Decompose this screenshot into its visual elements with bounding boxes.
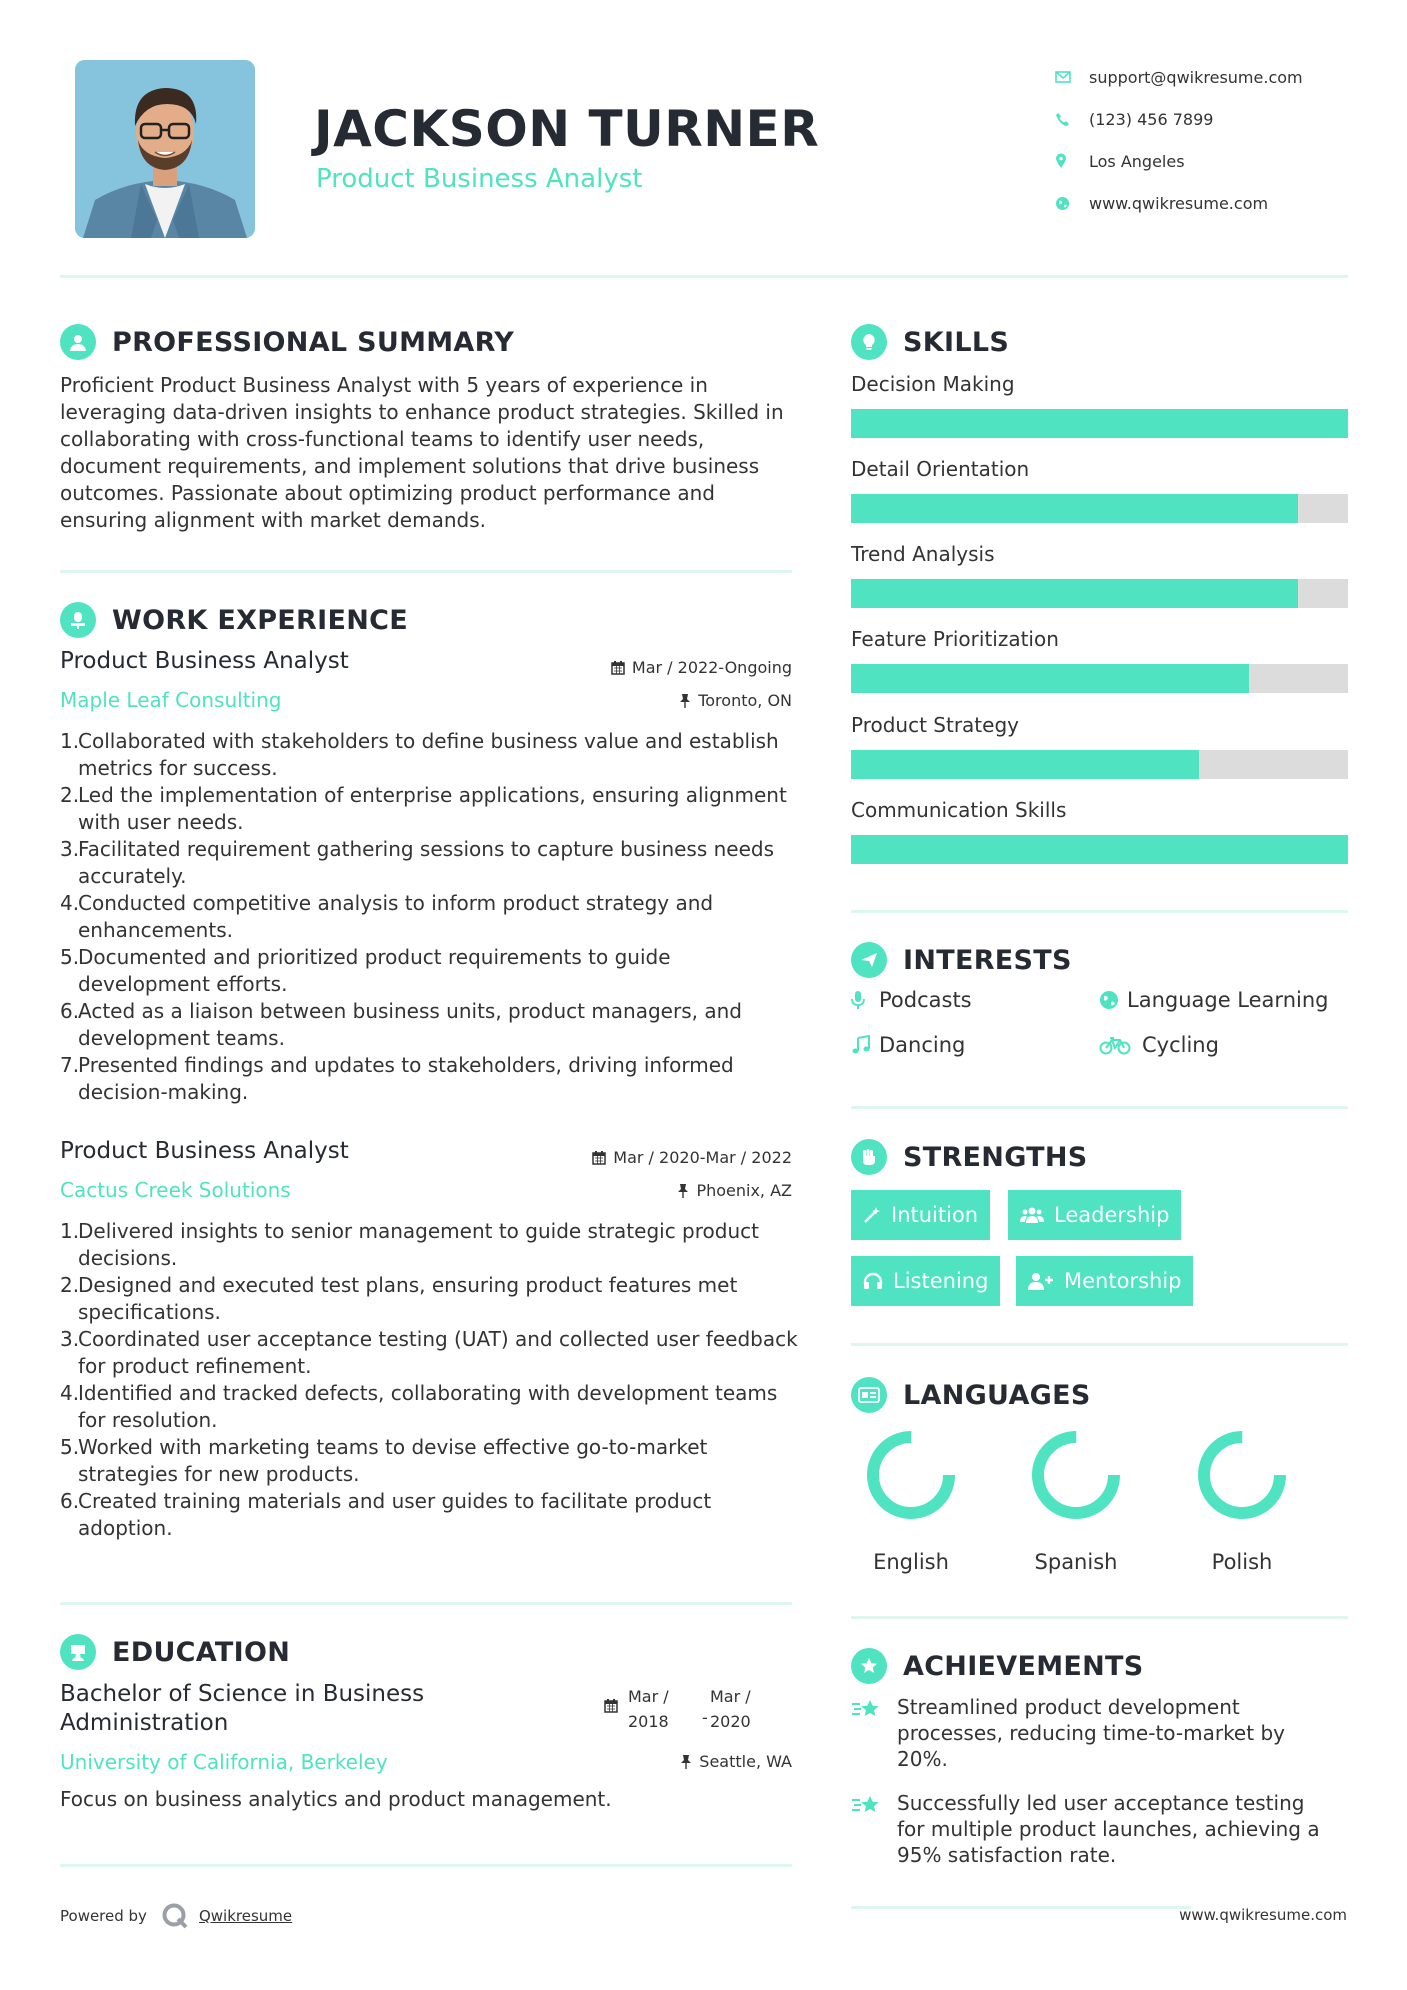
education-divider (60, 1864, 792, 1867)
footer-site[interactable]: www.qwikresume.com (1179, 1906, 1347, 1924)
candidate-name: JACKSON TURNER (314, 100, 820, 158)
job-1-location (500, 691, 792, 710)
education-end-month: Mar / (710, 1687, 751, 1706)
experience-header (60, 600, 408, 640)
skill-bar (851, 750, 1348, 779)
skill-label: Feature Prioritization (851, 627, 1059, 651)
job-2-role: Product Business Analyst (60, 1138, 349, 1164)
strength-chip (1008, 1190, 1181, 1240)
headphones-icon (863, 1272, 883, 1290)
skill-bar (851, 835, 1348, 864)
education-start-date (628, 1684, 669, 1734)
language-card-icon (851, 1377, 887, 1413)
skill-label: Detail Orientation (851, 457, 1030, 481)
bicycle-icon (1099, 1035, 1142, 1055)
skill-item (851, 627, 1348, 651)
education-start-year: 2018 (628, 1712, 669, 1731)
interests-divider (851, 1106, 1348, 1109)
candidate-title: Product Business Analyst (316, 164, 643, 194)
fist-icon (851, 1139, 887, 1175)
skill-label: Product Strategy (851, 713, 1019, 737)
contact-list (1055, 56, 1385, 224)
list-item: 1. Delivered insights to senior management to guide strategic product decisions. (60, 1219, 759, 1270)
skill-bar-fill (851, 664, 1249, 693)
language-ring (1031, 1430, 1121, 1520)
strength-label: Leadership (1054, 1203, 1170, 1227)
language-item (846, 1430, 976, 1574)
skill-label: Trend Analysis (851, 542, 995, 566)
language-label: Polish (1211, 1550, 1273, 1574)
language-item (1011, 1430, 1141, 1574)
achievement-text: Streamlined product development processes, reducing time-to-market by 20%. (897, 1695, 1285, 1771)
contact-website[interactable] (1055, 182, 1385, 224)
contact-website-text: www.qwikresume.com (1089, 193, 1269, 213)
lightbulb-icon (851, 324, 887, 360)
language-ring (1197, 1430, 1287, 1520)
job-1-role: Product Business Analyst (60, 648, 349, 674)
powered-by-text: Powered by (60, 1907, 147, 1925)
skill-bar-fill (851, 835, 1348, 864)
microphone-icon (851, 990, 879, 1010)
skills-title: SKILLS (903, 326, 1010, 358)
experience-divider (60, 1602, 792, 1605)
achievement-text: Successfully led user acceptance testing for multiple product launches, achieving a 95% satisfaction rate. (897, 1791, 1320, 1867)
skill-item (851, 542, 1348, 566)
list-item: 6. Acted as a liaison between business units, product managers, and development teams. (60, 999, 742, 1050)
interest-label: Language Learning (1127, 988, 1329, 1012)
shooting-star-icon (851, 1790, 883, 1868)
education-description: Focus on business analytics and product management. (60, 1787, 612, 1811)
list-item: 4. Conducted competitive analysis to inform product strategy and enhancements. (60, 891, 714, 942)
achievements-divider (851, 1906, 1191, 1909)
calendar-icon (611, 660, 625, 675)
achievements-header (851, 1646, 1144, 1686)
job-2-bullets (60, 1218, 800, 1542)
education-title: EDUCATION (112, 1636, 291, 1668)
languages-header (851, 1375, 1091, 1415)
language-item (1177, 1430, 1307, 1574)
list-item: 2. Led the implementation of enterprise applications, ensuring alignment with user needs. (60, 783, 787, 834)
contact-phone-text: (123) 456 7899 (1089, 109, 1214, 129)
education-end-date (710, 1684, 751, 1734)
skill-item (851, 713, 1348, 737)
paper-plane-icon (851, 942, 887, 978)
job-2-company: Cactus Creek Solutions (60, 1178, 291, 1202)
interest-label: Dancing (879, 1033, 966, 1057)
language-label: Spanish (1034, 1550, 1118, 1574)
languages-divider (851, 1616, 1348, 1619)
education-header (60, 1632, 290, 1672)
shooting-star-icon (851, 1694, 883, 1772)
skill-item (851, 798, 1348, 822)
language-label: English (873, 1550, 949, 1574)
skill-bar (851, 409, 1348, 438)
achievement-item (851, 1694, 1351, 1772)
list-item: 6. Created training materials and user guides to facilitate product adoption. (60, 1489, 712, 1540)
user-plus-icon (1028, 1272, 1054, 1290)
language-ring-arc (1204, 1437, 1280, 1513)
interest-item (1099, 1033, 1219, 1057)
strengths-divider (851, 1343, 1348, 1346)
achievement-item (851, 1790, 1351, 1868)
interest-item (1099, 988, 1328, 1012)
education-location-text: Seattle, WA (699, 1752, 792, 1771)
calendar-icon (592, 1150, 606, 1165)
strength-chip (851, 1256, 1000, 1306)
list-item: 7. Presented findings and updates to stakeholders, driving informed decision-making. (60, 1053, 734, 1104)
job-1-bullets (60, 728, 800, 1106)
phone-icon (1055, 112, 1089, 127)
skill-bar-fill (851, 750, 1199, 779)
summary-text: Proficient Product Business Analyst with 5 years of experience in leveraging data-driven insights to enhance product strategies. Skilled in collaborating with cross-functional teams to identify user needs, document requirements, and implement solutions that drive business outcomes. Passionate about optimizing product performance and ensuring alignment with market demands. (60, 373, 784, 532)
language-ring (866, 1430, 956, 1520)
magic-wand-icon (863, 1206, 881, 1224)
contact-location (1055, 140, 1385, 182)
skill-bar-fill (851, 409, 1348, 438)
interest-label: Cycling (1142, 1033, 1219, 1057)
job-1-date-text: Mar / 2022-Ongoing (631, 658, 792, 677)
profile-photo (75, 60, 255, 238)
globe-icon (1055, 196, 1089, 211)
calendar-icon (604, 1698, 618, 1717)
job-2-location-text: Phoenix, AZ (696, 1181, 792, 1200)
job-2-date-text: Mar / 2020-Mar / 2022 (613, 1148, 792, 1167)
interest-label: Podcasts (879, 988, 972, 1012)
strength-chip (1016, 1256, 1193, 1306)
education-start-month: Mar / (628, 1687, 669, 1706)
list-item: 2. Designed and executed test plans, ensuring product features met specifications. (60, 1273, 738, 1324)
achievements-title: ACHIEVEMENTS (903, 1650, 1144, 1682)
list-item: 5. Worked with marketing teams to devise effective go-to-market strategies for new products. (60, 1435, 708, 1486)
pushpin-icon (677, 1183, 689, 1198)
strength-label: Intuition (891, 1203, 979, 1227)
users-icon (1020, 1206, 1044, 1224)
list-item: 4. Identified and tracked defects, collaborating with development teams for resolution. (60, 1381, 778, 1432)
skill-bar (851, 579, 1348, 608)
language-ring-arc (873, 1437, 949, 1513)
qwikresume-logo-icon (161, 1902, 189, 1930)
languages-title: LANGUAGES (903, 1379, 1091, 1411)
pushpin-icon (679, 693, 691, 708)
skill-item (851, 372, 1348, 396)
contact-phone[interactable] (1055, 98, 1385, 140)
strengths-header (851, 1137, 1088, 1177)
contact-email-text: support@qwikresume.com (1089, 67, 1303, 87)
footer-powered-by (60, 1902, 292, 1930)
list-item: 5. Documented and prioritized product requirements to guide development efforts. (60, 945, 671, 996)
experience-title: WORK EXPERIENCE (112, 604, 408, 636)
summary-divider (60, 570, 792, 573)
contact-email[interactable] (1055, 56, 1385, 98)
strength-chip (851, 1190, 990, 1240)
skill-bar-fill (851, 494, 1298, 523)
skills-divider (851, 910, 1348, 913)
education-end-year: 2020 (710, 1712, 751, 1731)
contact-location-text: Los Angeles (1089, 151, 1185, 171)
education-degree: Bachelor of Science in Business Administration (60, 1681, 425, 1736)
education-school: University of California, Berkeley (60, 1750, 388, 1774)
interest-item (851, 988, 972, 1012)
job-1-date (500, 658, 792, 677)
qwikresume-link[interactable]: Qwikresume (198, 1907, 293, 1925)
skill-bar (851, 494, 1348, 523)
interest-item (851, 1033, 965, 1057)
star-badge-icon (851, 1648, 887, 1684)
skill-label: Decision Making (851, 372, 1015, 396)
job-1-company: Maple Leaf Consulting (60, 688, 282, 712)
skill-bar (851, 664, 1348, 693)
user-icon (60, 324, 96, 360)
job-2-location (500, 1181, 792, 1200)
header-divider (60, 275, 1348, 278)
globe-icon (1099, 990, 1127, 1010)
summary-title: PROFESSIONAL SUMMARY (112, 326, 515, 358)
skill-label: Communication Skills (851, 798, 1067, 822)
language-ring-arc (1038, 1437, 1114, 1513)
strength-label: Mentorship (1064, 1269, 1182, 1293)
interests-title: INTERESTS (903, 944, 1072, 976)
pushpin-icon (680, 1754, 692, 1769)
music-note-icon (851, 1035, 879, 1055)
education-location (500, 1752, 792, 1771)
date-separator: - (702, 1708, 708, 1727)
briefcase-icon (60, 602, 96, 638)
job-1-location-text: Toronto, ON (698, 691, 792, 710)
graduation-icon (60, 1634, 96, 1670)
email-icon (1055, 70, 1089, 84)
location-pin-icon (1055, 153, 1089, 169)
strengths-title: STRENGTHS (903, 1141, 1088, 1173)
skills-header (851, 322, 1009, 362)
list-item: 1. Collaborated with stakeholders to define business value and establish metrics for success. (60, 729, 779, 780)
job-2-date (500, 1148, 792, 1167)
skill-item (851, 457, 1348, 481)
strength-label: Listening (893, 1269, 989, 1293)
list-item: 3. Coordinated user acceptance testing (UAT) and collected user feedback for product refinement. (60, 1327, 798, 1378)
skill-bar-fill (851, 579, 1298, 608)
summary-header (60, 322, 514, 362)
list-item: 3. Facilitated requirement gathering sessions to capture business needs accurately. (60, 837, 775, 888)
interests-header (851, 940, 1072, 980)
